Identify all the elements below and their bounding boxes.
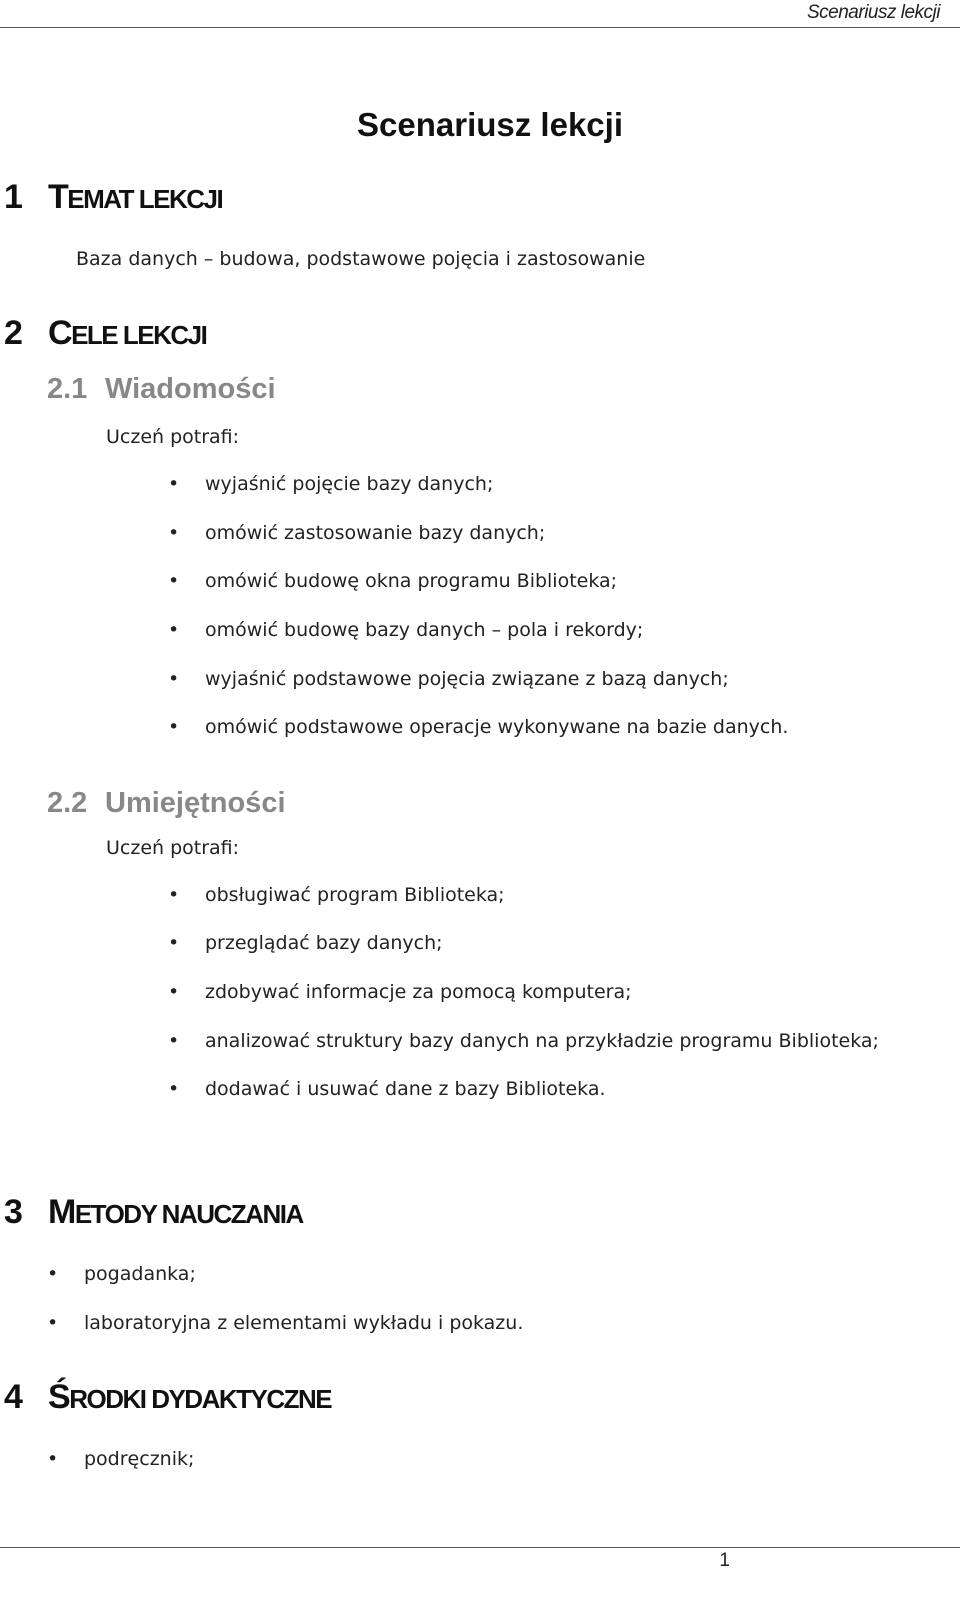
list-item-text: przeglądać bazy danych;	[205, 932, 443, 954]
section-title-rest: EMAT LEKCJI	[67, 184, 223, 214]
section-title-initial: T	[48, 178, 68, 216]
bullet-icon: •	[47, 1312, 59, 1334]
list-item-text: omówić budowę okna programu Biblioteka;	[205, 570, 618, 592]
section-title-rest: ETODY NAUCZANIA	[74, 1199, 303, 1229]
subsection-number: 2.1	[47, 373, 88, 405]
bullet-icon: •	[168, 619, 180, 641]
list-item-text: obsługiwać program Biblioteka;	[205, 884, 505, 906]
list-item-text: laboratoryjna z elementami wykładu i pokazu.	[84, 1312, 524, 1334]
subsection-title: Umiejętności	[105, 787, 286, 819]
list-item-text: omówić podstawowe operacje wykonywane na bazie danych.	[205, 716, 789, 738]
bullet-icon: •	[47, 1263, 59, 1285]
list-item-text: podręcznik;	[84, 1448, 195, 1470]
section-heading-1	[4, 178, 222, 217]
section-number: 4	[4, 1378, 23, 1416]
bullet-icon: •	[168, 473, 180, 495]
subsection-number: 2.2	[47, 787, 88, 819]
bullet-icon: •	[168, 981, 180, 1003]
bullet-icon: •	[168, 1030, 180, 1052]
list-item-text: wyjaśnić pojęcie bazy danych;	[205, 473, 494, 495]
running-footer	[0, 1547, 960, 1612]
subsection-heading-2-2	[47, 787, 286, 820]
section-title-rest: RODKI DYDAKTYCZNE	[69, 1384, 332, 1414]
list-item-text: analizować struktury bazy danych na przykładzie programu Biblioteka;	[205, 1030, 879, 1052]
list-item-text: pogadanka;	[84, 1263, 196, 1285]
section-title-rest: ELE LEKCJI	[71, 320, 207, 350]
subsection-title: Wiadomości	[105, 373, 276, 405]
section-heading-3	[4, 1193, 303, 1232]
list-item-text: zdobywać informacje za pomocą komputera;	[205, 981, 632, 1003]
bullet-icon: •	[47, 1448, 59, 1470]
list-item-text: dodawać i usuwać dane z bazy Biblioteka.	[205, 1078, 606, 1100]
bullet-icon: •	[168, 716, 180, 738]
section-number: 2	[4, 314, 23, 352]
section-heading-4	[4, 1378, 331, 1417]
bullet-icon: •	[168, 522, 180, 544]
section-number: 1	[4, 178, 23, 216]
list-item-text: omówić zastosowanie bazy danych;	[205, 522, 546, 544]
list-item-text: wyjaśnić podstawowe pojęcia związane z bazą danych;	[205, 668, 729, 690]
section-title-initial: Ś	[48, 1378, 70, 1416]
bullet-icon: •	[168, 932, 180, 954]
section-heading-2	[4, 314, 206, 353]
subsection-heading-2-1	[47, 373, 276, 406]
section-number: 3	[4, 1193, 23, 1231]
bullet-icon: •	[168, 1078, 180, 1100]
subsection-intro: Uczeń potrafi:	[106, 426, 240, 448]
running-header-title: Scenariusz lekcji	[807, 2, 940, 23]
page-number: 1	[719, 1550, 730, 1571]
lesson-topic-text: Baza danych – budowa, podstawowe pojęcia i zastosowanie	[76, 248, 646, 270]
section-title-initial: M	[48, 1193, 75, 1231]
bullet-icon: •	[168, 570, 180, 592]
running-header	[0, 0, 960, 28]
document-title: Scenariusz lekcji	[357, 106, 623, 143]
subsection-intro: Uczeń potrafi:	[106, 837, 240, 859]
list-item-text: omówić budowę bazy danych – pola i rekordy;	[205, 619, 644, 641]
bullet-icon: •	[168, 668, 180, 690]
section-title-initial: C	[48, 314, 72, 352]
bullet-icon: •	[168, 884, 180, 906]
